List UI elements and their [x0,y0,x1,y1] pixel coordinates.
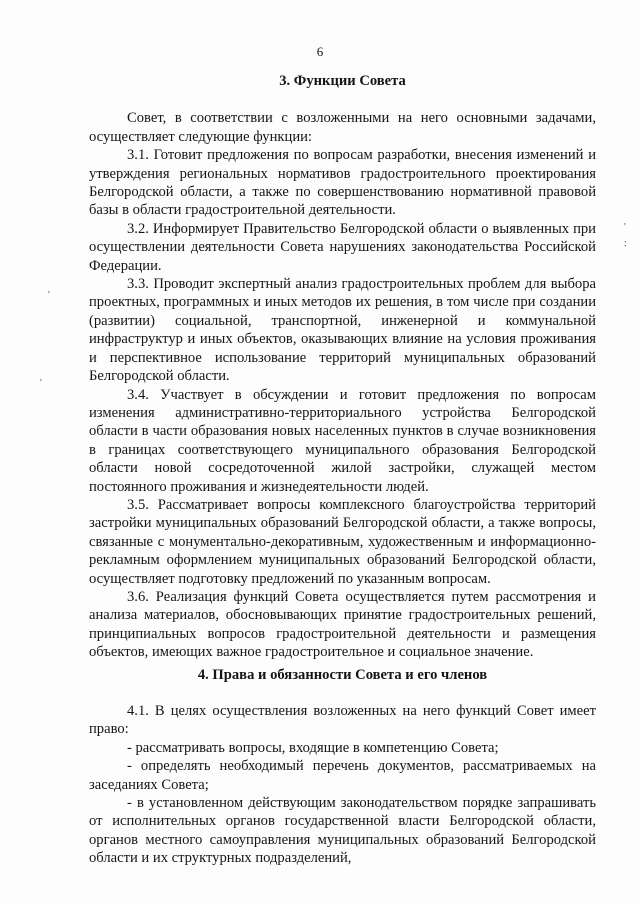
clause-3-5: 3.5. Рассматривает вопросы комплексного благоустройства территорий застройки муниципальных образований Белгородской области, а также вопросы, связанные с монументально-декоративным, художественным и информационно-рекламным оформлением муниципальных образований Белгородской области, осуществляет подготовку предложений по указанным вопросам. [89,496,596,587]
right-item-3: - в установленном действующим законодательством порядке запрашивать от исполнительных органов государственной власти Белгородской области, органов местного самоуправления муниципальных образований Белгородской области и их структурных подразделений, [89,795,596,867]
clause-3-4: 3.4. Участвует в обсуждении и готовит предложения по вопросам изменения административно-территориального устройства Белгородской области в части образования новых населенных пунктов в случае возникновения в границах соответствующего муниципального образования Белгородской области новой сосредоточенной жилой застройки, служащей местом постоянного проживания и жизнедеятельности людей. [89,386,596,495]
clause-3-3: 3.3. Проводит экспертный анализ градостроительных проблем для выбора проектных, программных и иных методов их решения, в том числе при создании (развитии) социальной, транспортной, инженерной и коммунальной инфраструктур и иных объектов, оказывающих влияние на условия проживания и перспективное использование территорий муниципальных образований Белгородской области. [89,276,596,385]
scan-speck: ' [40,378,42,389]
document-body [89,72,596,868]
section-3-heading: 3. Функции Совета [279,73,406,89]
right-item-2: - определять необходимый перечень документов, рассматриваемых на заседаниях Совета; [89,758,596,793]
right-item-1: - рассматривать вопросы, входящие в компетенцию Совета; [127,739,499,756]
scan-speck: : [624,238,627,249]
clause-3-1: 3.1. Готовит предложения по вопросам разработки, внесения изменений и утверждения региональных нормативов градостроительного проектирования Белгородской области, а также по совершенствованию нормативной правовой базы в области градостроительной деятельности. [89,147,596,219]
scan-speck: ' [624,222,626,233]
clause-3-6: 3.6. Реализация функций Совета осуществляется путем рассмотрения и анализа материалов, обосновывающих принятие градостроительных решений, принципиальных вопросов градостроительной деятельности и размещения объектов, имеющих важное градостроительное и социальное значение. [89,588,596,661]
clause-4-1: 4.1. В целях осуществления возложенных на него функций Совет имеет право: [89,703,596,738]
section-4-heading: 4. Права и обязанности Совета и его членов [197,666,488,683]
page-number: 6 [316,44,324,59]
section-3-intro: Совет, в соответствии с возложенными на него основными задачами, осуществляет следующие функции: [89,110,596,145]
scan-speck: ' [48,290,50,301]
clause-3-2: 3.2. Информирует Правительство Белгородской области о выявленных при осуществлении деятельности Совета нарушениях законодательства Российской Федерации. [89,220,596,274]
